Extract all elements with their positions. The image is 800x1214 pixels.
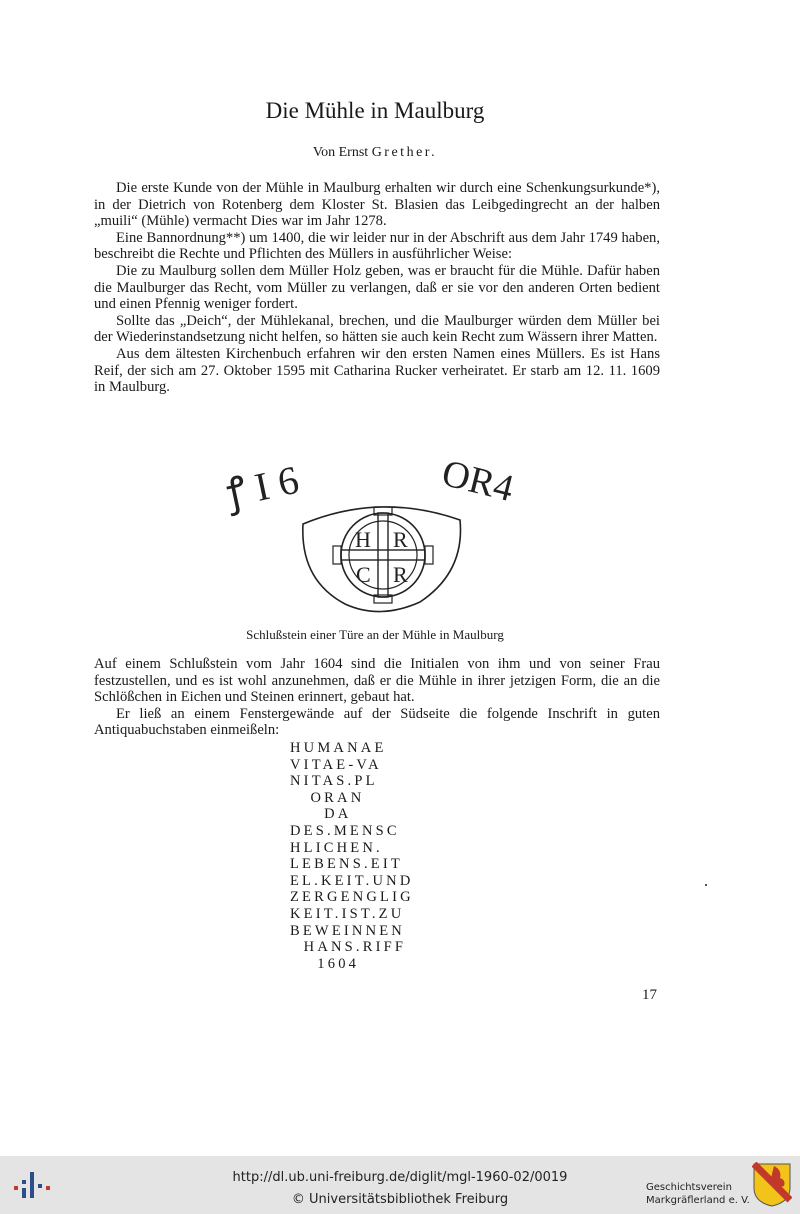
inscription-line: DA bbox=[290, 806, 352, 823]
paragraph: Er ließ an einem Fenstergewände auf der Südseite die folgende Inschrift in guten Antiquabuchstaben einmeißeln: bbox=[94, 705, 660, 739]
inscription-line: LEBENS.EIT bbox=[290, 856, 403, 873]
monogram-letter: R bbox=[393, 562, 408, 587]
article-title: Die Mühle in Maulburg bbox=[265, 98, 485, 123]
monogram-letter: R bbox=[393, 527, 408, 552]
paragraph: Aus dem ältesten Kirchenbuch erfahren wir den ersten Namen eines Müllers. Es ist Hans Reif, der sich am 27. Oktober 1595 mit Catharina Rucker verheiratet. Er starb am 12. 11. 1609 in Maulburg. bbox=[94, 345, 660, 396]
inscription-line: HANS.RIFF bbox=[290, 939, 407, 956]
figure-caption: Schlußstein einer Türe an der Mühle in Maulburg bbox=[246, 627, 504, 642]
permalink-url[interactable]: http://dl.ub.uni-freiburg.de/diglit/mgl-1960-02/0019 bbox=[232, 1170, 568, 1185]
inscription-line: 1604 bbox=[290, 955, 360, 972]
inscription-line: EL.KEIT.UND bbox=[290, 872, 414, 889]
monogram-letter: C bbox=[356, 562, 371, 587]
society-line: Geschichtsverein bbox=[646, 1182, 732, 1193]
inscription-line: VITAE-VA bbox=[290, 756, 382, 773]
paragraph: Auf einem Schlußstein vom Jahr 1604 sind die Initialen von ihm und von seiner Frau festzustellen, und es ist wohl anzunehmen, daß er die Mühle in ihrer jetzigen Form, die an die Schlößchen in Eichen und Steinen erinnert, gebaut hat. bbox=[94, 656, 660, 706]
author-name: Grether. bbox=[371, 145, 438, 160]
article-author bbox=[0, 145, 750, 161]
carving-right: OR4 bbox=[437, 452, 518, 511]
inscription-line: HUMANAE bbox=[290, 740, 387, 756]
cross-horizontal bbox=[341, 550, 425, 560]
wheel-cog bbox=[425, 546, 433, 564]
paragraph: Eine Bannordnung**) um 1400, die wir leider nur in der Abschrift aus dem Jahr 1749 haben, beschreibt die Rechte und Pflichten des Müllers in ausführlicher Weise: bbox=[94, 229, 660, 263]
wheel-cog bbox=[333, 546, 341, 564]
paragraph: Die erste Kunde von der Mühle in Maulburg erhalten wir durch eine Schenkungsurkunde*), in der Dietrich von Rotenberg dem Kloster St. Blasien das Leibgedingrecht an der halben „muili“ (Mühle) vermacht Dies war im Jahr 1278. bbox=[94, 180, 660, 230]
inscription-line: DES.MENSC bbox=[290, 822, 400, 839]
paragraph: Sollte das „Deich“, der Mühlekanal, brechen, und die Maulburger würden dem Müller bei der Wiederinstandsetzung nicht helfen, so hätten sie auch kein Recht zum Wässern ihrer Matten. bbox=[94, 312, 660, 346]
keystone-drawing bbox=[215, 452, 545, 622]
cross-vertical bbox=[378, 513, 388, 597]
inscription-line: KEIT.IST.ZU bbox=[290, 905, 405, 922]
inscription-line: ORAN bbox=[290, 789, 365, 806]
shield-outline bbox=[303, 507, 461, 612]
society-name bbox=[646, 1181, 750, 1207]
print-speck bbox=[705, 884, 707, 886]
page-number: 17 bbox=[642, 987, 657, 1003]
wheel-outer bbox=[341, 513, 425, 597]
inscription-line: BEWEINNEN bbox=[290, 922, 405, 939]
body-text-bottom bbox=[94, 656, 660, 739]
inscription-line: NITAS.PL bbox=[290, 773, 378, 790]
author-prefix: Von Ernst bbox=[312, 145, 369, 160]
monogram-letter: H bbox=[355, 527, 371, 552]
inscription-line: ZERGENGLIG bbox=[290, 889, 414, 906]
carving-left: ꝭ I 6 bbox=[222, 456, 303, 516]
inscription-line: HLICHEN. bbox=[290, 839, 383, 856]
coat-of-arms-icon[interactable] bbox=[752, 1162, 792, 1208]
inscription bbox=[290, 740, 414, 972]
paragraph: Die zu Maulburg sollen dem Müller Holz geben, was er braucht für die Mühle. Dafür haben die Maulburger das Recht, vom Müller zu verlangen, daß er sie vor den anderen Orten bedient und einen Pfennig weniger fordert. bbox=[94, 262, 660, 313]
body-text-top bbox=[94, 180, 660, 396]
society-line: Markgräflerland e. V. bbox=[646, 1195, 750, 1206]
copyright-notice: © Universitätsbibliothek Freiburg bbox=[291, 1192, 509, 1207]
